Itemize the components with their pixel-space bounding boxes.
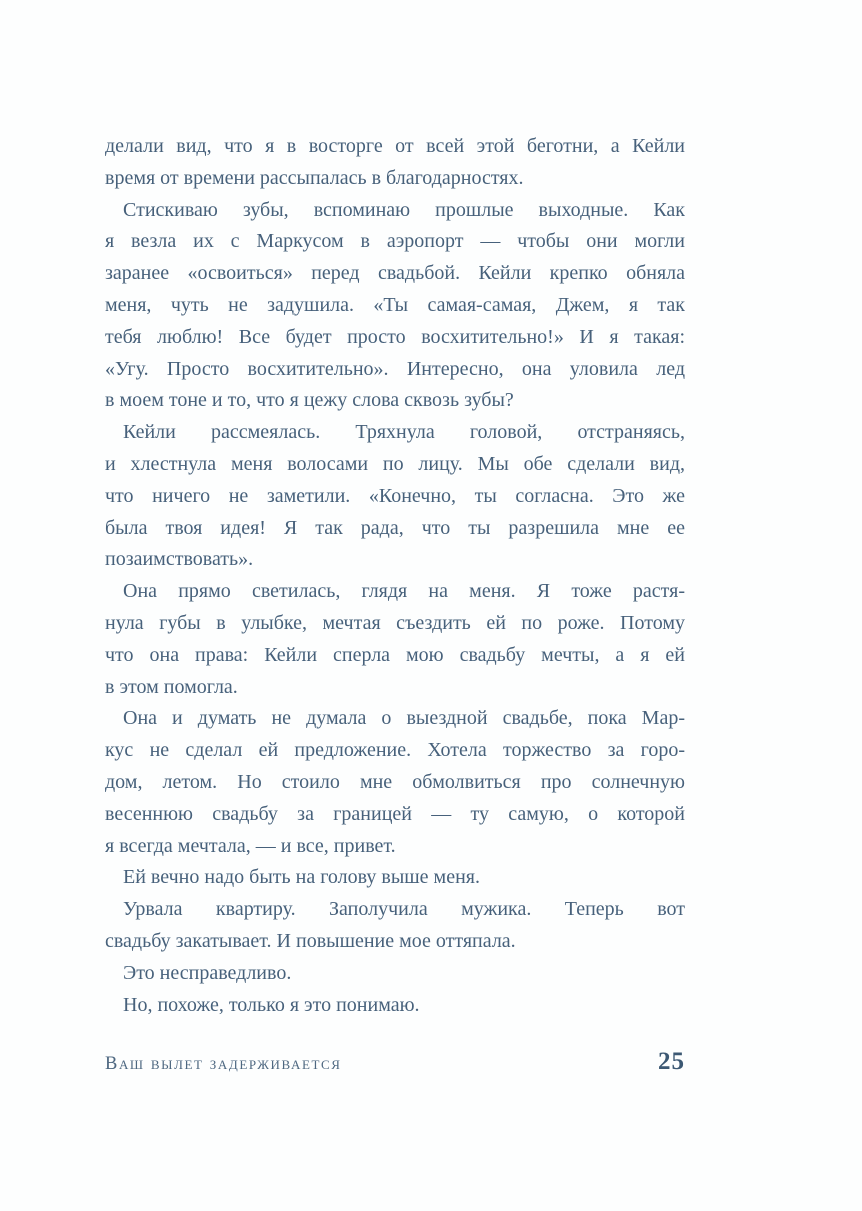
text-line: Ей вечно надо быть на голову выше меня. [123, 866, 480, 889]
text-line: и хлестнула меня волосами по лицу. Мы обе сделали вид, [105, 452, 685, 475]
text-line: весеннюю свадьбу за границей — ту самую, о которой [105, 802, 685, 825]
text-line: я всегда мечтала, — и все, привет. [105, 834, 396, 857]
text-line: была твоя идея! Я так рада, что ты разрешила мне ее [105, 516, 685, 539]
text-line: делали вид, что я в восторге от всей этой беготни, а Кейли [105, 135, 685, 157]
body-text [105, 131, 685, 1021]
text-line: дом, летом. Но стоило мне обмолвиться про солнечную [105, 770, 685, 793]
text-line: Это несправедливо. [123, 961, 292, 984]
page-number: 25 [658, 1048, 685, 1075]
text-line: Но, похоже, только я это понимаю. [123, 993, 420, 1016]
text-line: заранее «освоиться» перед свадьбой. Кейли крепко обняла [105, 262, 685, 285]
text-line: в этом помогла. [105, 675, 238, 698]
text-line: Урвала квартиру. Заполучила мужика. Теперь вот [123, 898, 685, 921]
text-line: в моем тоне и то, что я цежу слова сквозь зубы? [105, 389, 514, 412]
text-line: кус не сделал ей предложение. Хотела торжество за горо- [105, 739, 685, 762]
page-footer [105, 1048, 685, 1076]
text-line: Стискиваю зубы, вспоминаю прошлые выходные. Как [123, 198, 685, 221]
text-line: свадьбу закатывает. И повышение мое оттяпала. [105, 929, 516, 952]
text-line: Она прямо светилась, глядя на меня. Я тоже растя- [123, 580, 685, 603]
text-line: «Угу. Просто восхитительно». Интересно, она уловила лед [105, 357, 685, 380]
text-line: нула губы в улыбке, мечтая съездить ей по роже. Потому [105, 611, 685, 634]
text-line: Она и думать не думала о выездной свадьбе, пока Мар- [123, 707, 685, 730]
text-line: время от времени рассыпалась в благодарностях. [105, 166, 524, 189]
running-title: Ваш вылет задерживается [105, 1054, 342, 1074]
text-line: Кейли рассмеялась. Тряхнула головой, отстраняясь, [123, 421, 685, 444]
text-line: позаимствовать». [105, 548, 254, 571]
text-line: меня, чуть не задушила. «Ты самая-самая, Джем, я так [105, 293, 685, 316]
text-line: тебя люблю! Все будет просто восхитительно!» И я такая: [105, 325, 685, 348]
text-line: что она права: Кейли сперла мою свадьбу мечты, а я ей [105, 643, 685, 666]
text-line: я везла их с Маркусом в аэропорт — чтобы они могли [105, 230, 685, 253]
text-line: что ничего не заметили. «Конечно, ты согласна. Это же [105, 484, 685, 507]
